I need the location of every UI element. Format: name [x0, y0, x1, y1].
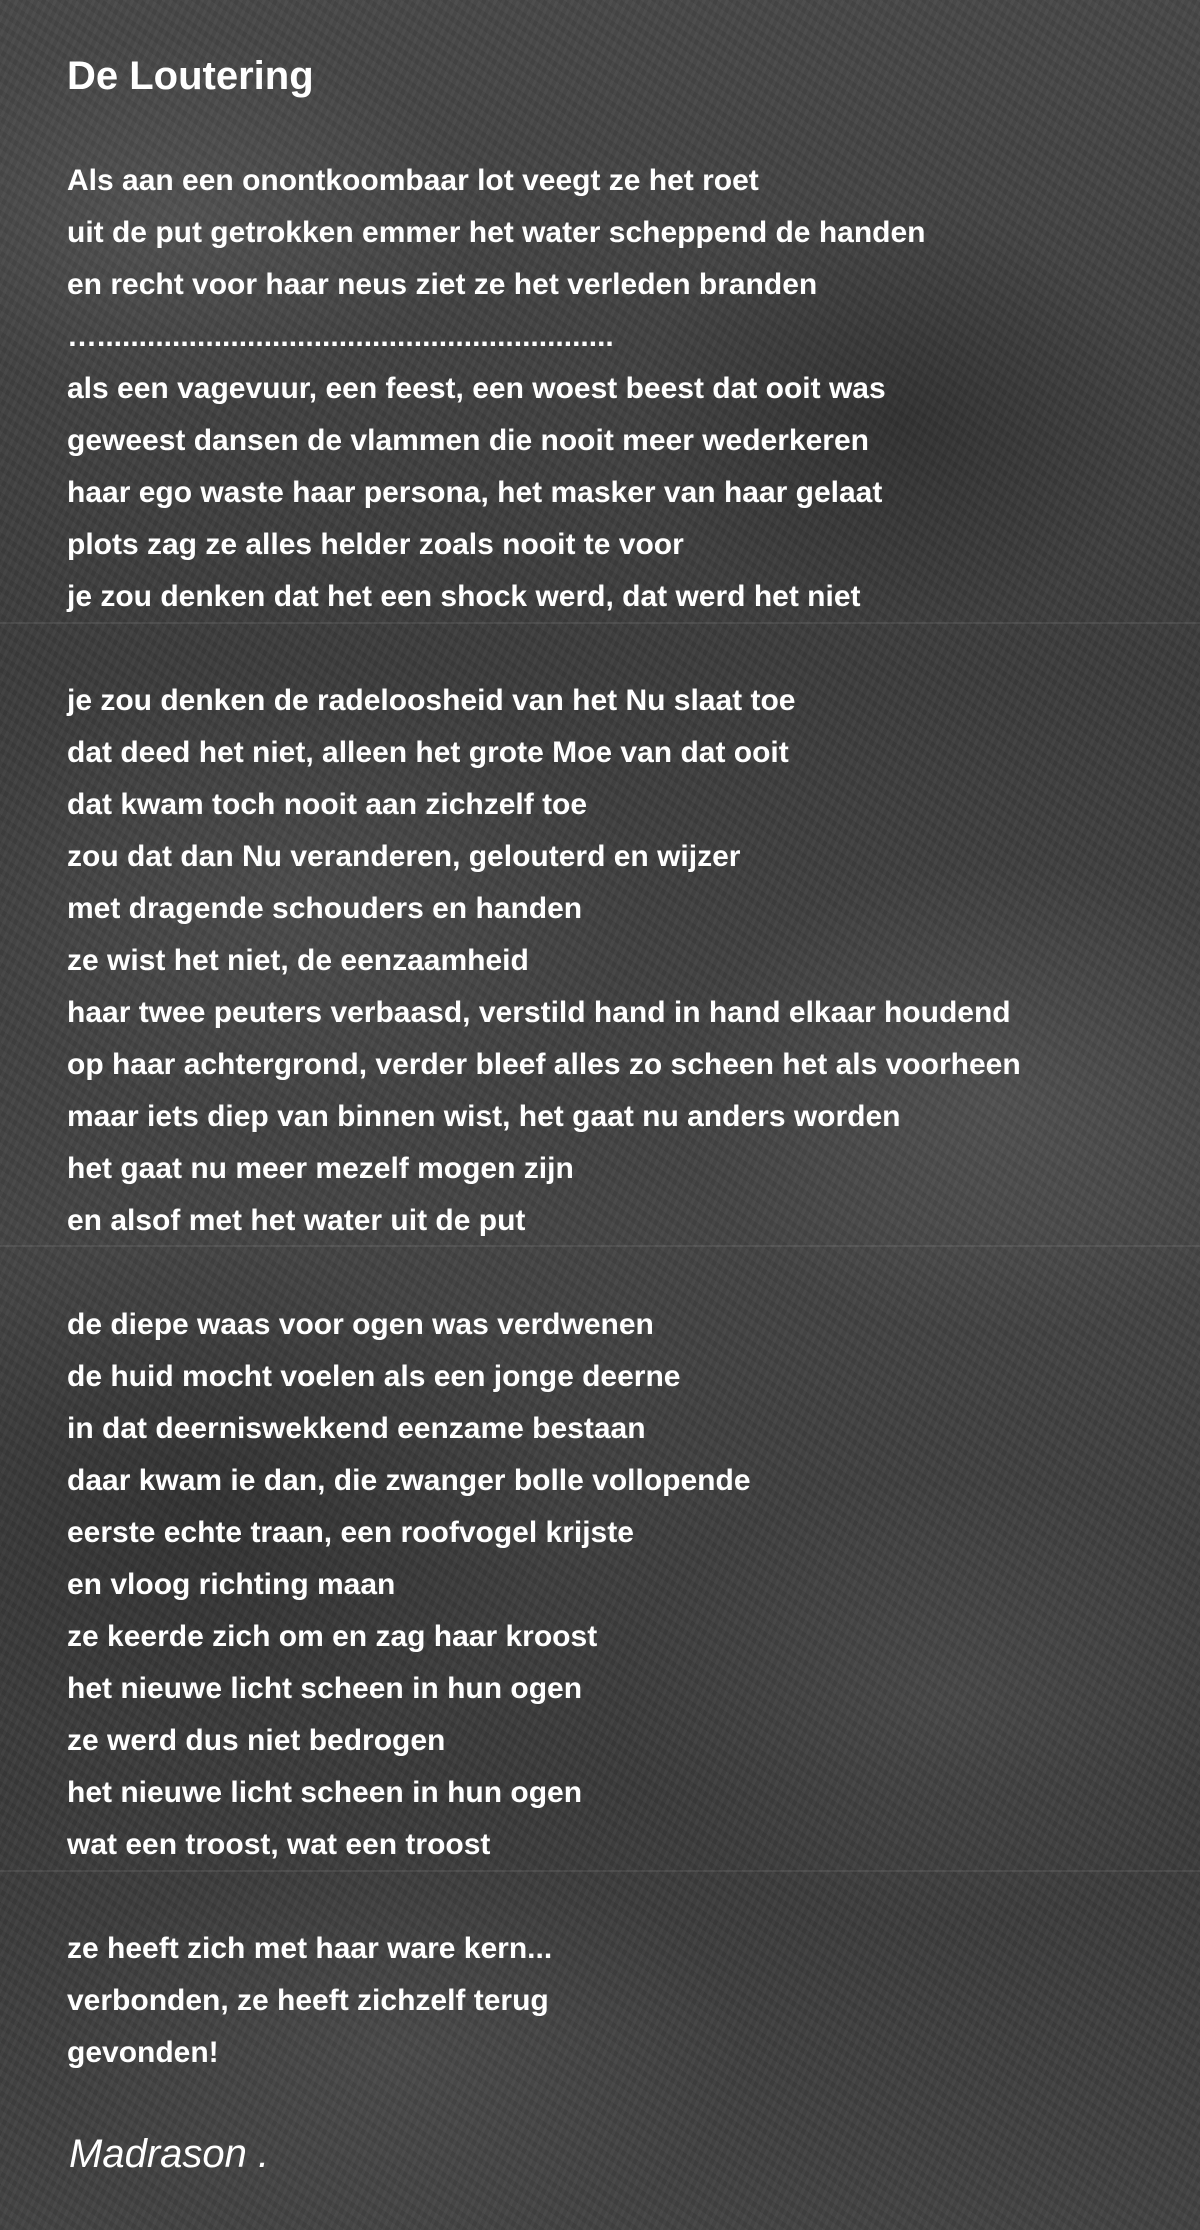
poem-author: Madrason . — [69, 2132, 270, 2176]
poem-line: plots zag ze alles helder zoals nooit te voor — [67, 528, 684, 561]
poem-line: daar kwam ie dan, die zwanger bolle vollopende — [67, 1464, 751, 1497]
poem-line: ze heeft zich met haar ware kern... — [67, 1932, 553, 1965]
poem-line: zou dat dan Nu veranderen, gelouterd en wijzer — [67, 840, 741, 873]
poem-line: Als aan een onontkoombaar lot veegt ze het roet — [67, 164, 759, 197]
poem-line: haar ego waste haar persona, het masker van haar gelaat — [67, 476, 883, 509]
poem-line: dat kwam toch nooit aan zichzelf toe — [67, 788, 588, 821]
poem-stanza-3 — [67, 1299, 1167, 1871]
poem-line: gevonden! — [67, 2036, 219, 2069]
poem-body — [67, 155, 1167, 2131]
poem-line: ze werd dus niet bedrogen — [67, 1724, 446, 1757]
poem-line: je zou denken de radeloosheid van het Nu slaat toe — [67, 684, 796, 717]
poem-line: verbonden, ze heeft zichzelf terug — [67, 1984, 549, 2017]
poem-line: het nieuwe licht scheen in hun ogen — [67, 1672, 583, 1705]
poem-line: ze wist het niet, de eenzaamheid — [67, 944, 529, 977]
poem-line: in dat deerniswekkend eenzame bestaan — [67, 1412, 646, 1445]
poem-line: de diepe waas voor ogen was verdwenen — [67, 1308, 654, 1341]
poem-line: ze keerde zich om en zag haar kroost — [67, 1620, 598, 1653]
poem-line: dat deed het niet, alleen het grote Moe van dat ooit — [67, 736, 789, 769]
poem-line: wat een troost, wat een troost — [67, 1828, 491, 1861]
poem-line: op haar achtergrond, verder bleef alles zo scheen het als voorheen — [67, 1048, 1021, 1081]
poem-line: eerste echte traan, een roofvogel krijste — [67, 1516, 634, 1549]
poem-line: maar iets diep van binnen wist, het gaat nu anders worden — [67, 1100, 901, 1133]
poem-title: De Loutering — [67, 54, 314, 98]
poem-line: ….............................................................. — [67, 320, 614, 353]
poem-stanza-1 — [67, 155, 1167, 623]
poem-line: als een vagevuur, een feest, een woest beest dat ooit was — [67, 372, 886, 405]
poem-stanza-2 — [67, 675, 1167, 1247]
poem-line: uit de put getrokken emmer het water scheppend de handen — [67, 216, 926, 249]
poem-line: de huid mocht voelen als een jonge deerne — [67, 1360, 681, 1393]
poem-line: het gaat nu meer mezelf mogen zijn — [67, 1152, 574, 1185]
poem-stanza-4 — [67, 1923, 1167, 2079]
poem-line: en alsof met het water uit de put — [67, 1204, 526, 1237]
poem-line: je zou denken dat het een shock werd, dat werd het niet — [67, 580, 861, 613]
poem-line: en recht voor haar neus ziet ze het verleden branden — [67, 268, 818, 301]
poem-line: haar twee peuters verbaasd, verstild hand in hand elkaar houdend — [67, 996, 1011, 1029]
poem-line: en vloog richting maan — [67, 1568, 396, 1601]
poem-line: het nieuwe licht scheen in hun ogen — [67, 1776, 583, 1809]
poem-line: geweest dansen de vlammen die nooit meer wederkeren — [67, 424, 869, 457]
poem-line: met dragende schouders en handen — [67, 892, 583, 925]
